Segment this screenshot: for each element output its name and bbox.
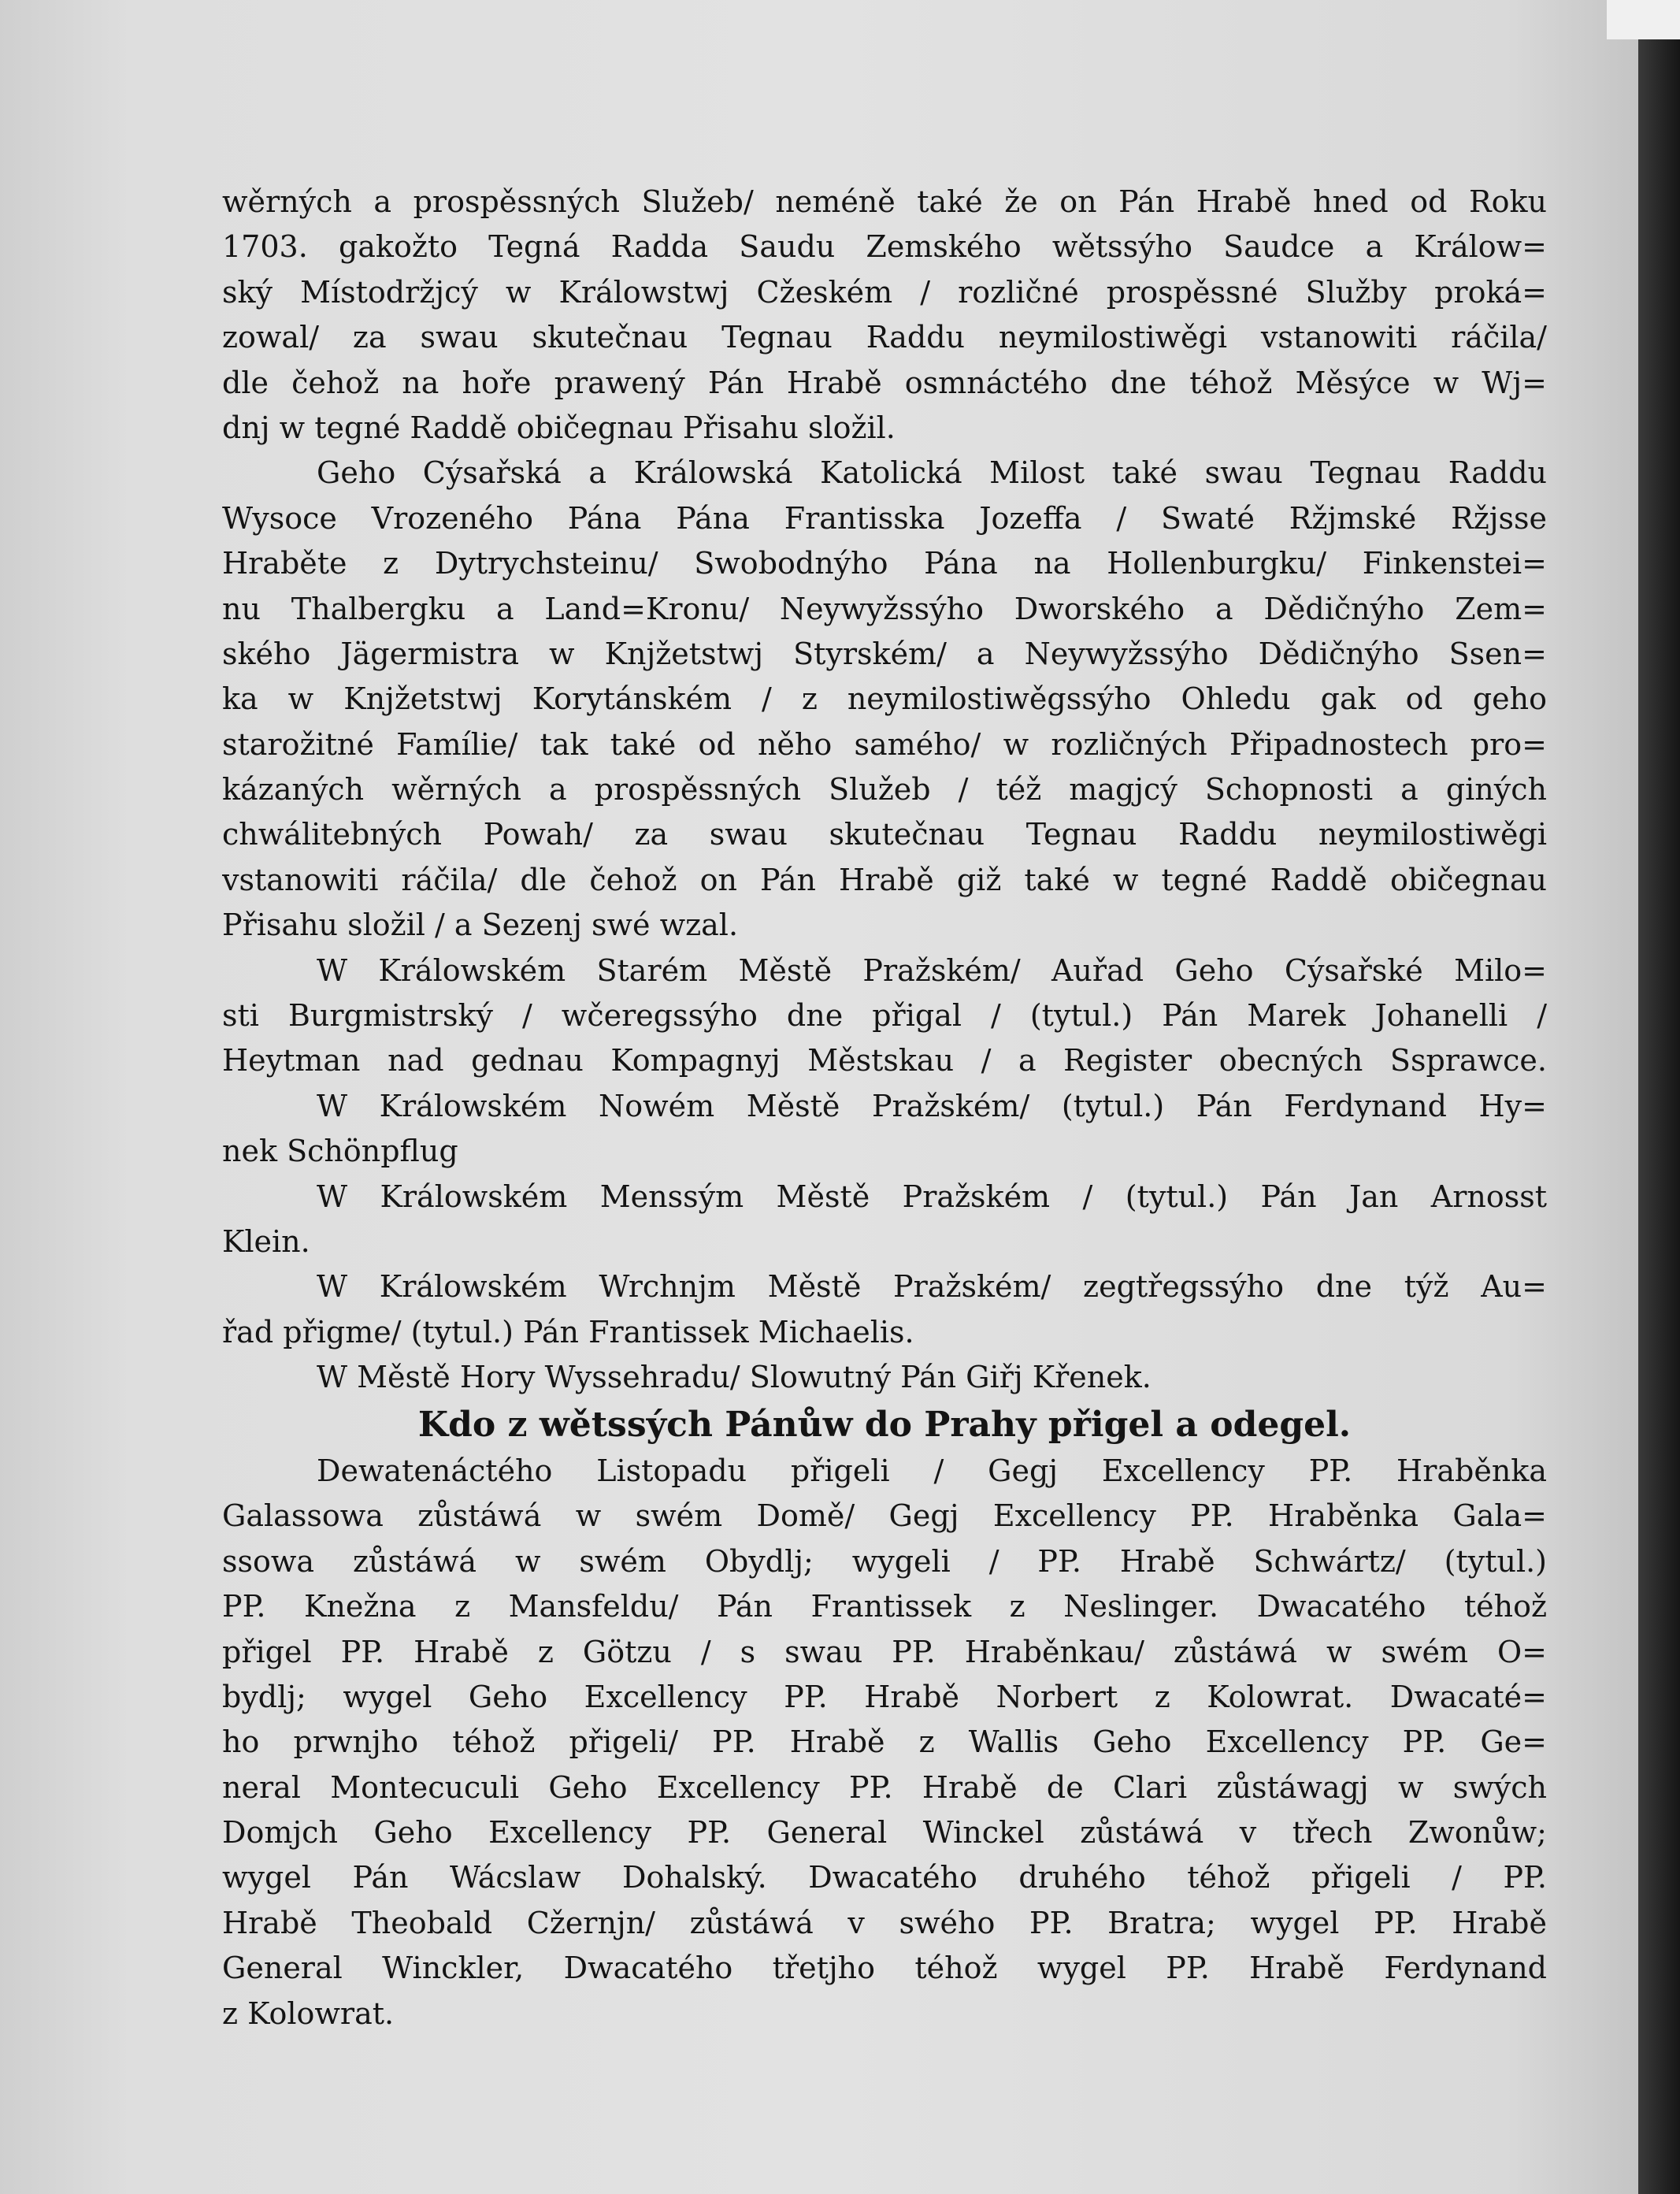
text-line: ho prwnjho téhož přigeli/ PP. Hrabě z Wallis Geho Excellency PP. Ge= xyxy=(222,1724,1547,1760)
page-corner xyxy=(1607,0,1680,39)
text-line: wěrných a prospěssných Služeb/ neméně také že on Pán Hrabě hned od Roku xyxy=(222,184,1547,219)
page-edge-shadow xyxy=(1638,0,1680,2194)
text-line: bydlj; wygel Geho Excellency PP. Hrabě Norbert z Kolowrat. Dwacaté= xyxy=(222,1679,1547,1714)
text-line: Hraběte z Dytrychsteinu/ Swobodnýho Pána na Hollenburgku/ Finkenstei= xyxy=(222,546,1547,581)
text-line: dnj w tegné Raddě običegnau Přisahu složil. xyxy=(222,410,896,445)
text-line: ský Místodržjcý w Králowstwj Cžeském / rozličné prospěssné Služby proká= xyxy=(222,274,1547,310)
text-line: Wysoce Vrozeného Pána Pána Frantisska Jozeffa / Swaté Ržjmské Ržjsse xyxy=(222,500,1547,536)
text-line: kázaných wěrných a prospěssných Služeb / též magjcý Schopnosti a giných xyxy=(222,772,1547,807)
text-line: Klein. xyxy=(222,1223,310,1259)
section-heading: Kdo z wětssých Pánůw do Prahy přigel a odegel. xyxy=(417,1404,1352,1445)
text-line: PP. Knežna z Mansfeldu/ Pán Frantissek z Neslinger. Dwacatého téhož xyxy=(222,1589,1547,1624)
text-line: vstanowiti ráčila/ dle čehož on Pán Hrabě giž také w tegné Raddě običegnau xyxy=(222,862,1547,897)
text-line: General Winckler, Dwacatého třetjho téhož wygel PP. Hrabě Ferdynand xyxy=(222,1951,1547,1986)
text-line: nu Thalbergku a Land=Kronu/ Neywyžssýho Dworského a Dědičnýho Zem= xyxy=(222,591,1547,626)
text-line: W Králowském Nowém Městě Pražském/ (tytul.) Pán Ferdynand Hy= xyxy=(317,1088,1547,1123)
text-line: chwálitebných Powah/ za swau skutečnau Tegnau Raddu neymilostiwěgi xyxy=(222,817,1547,852)
text-line: přigel PP. Hrabě z Götzu / s swau PP. Hraběnkau/ zůstáwá w swém O= xyxy=(222,1634,1547,1669)
text-line: Heytman nad gednau Kompagnyj Městskau / a Register obecných Ssprawce. xyxy=(222,1043,1547,1078)
text-line: neral Montecuculi Geho Excellency PP. Hrabě de Clari zůstáwagj w swých xyxy=(222,1769,1547,1805)
text-line: řad přigme/ (tytul.) Pán Frantissek Michaelis. xyxy=(222,1314,914,1349)
text-line: wygel Pán Wácslaw Dohalský. Dwacatého druhého téhož přigeli / PP. xyxy=(222,1860,1547,1895)
text-line: W Městě Hory Wyssehradu/ Slowutný Pán Giřj Křenek. xyxy=(317,1360,1152,1395)
text-line: Galassowa zůstáwá w swém Domě/ Gegj Excellency PP. Hraběnka Gala= xyxy=(222,1498,1547,1534)
text-line: nek Schönpflug xyxy=(222,1134,458,1169)
text-line: Dewatenáctého Listopadu přigeli / Gegj Excellency PP. Hraběnka xyxy=(317,1453,1547,1488)
text-line: W Králowském Wrchnjm Městě Pražském/ zegtřegssýho dne týž Au= xyxy=(317,1269,1547,1305)
text-line: starožitné Famílie/ tak také od něho samého/ w rozličných Připadnostech pro= xyxy=(222,726,1547,762)
text-line: zowal/ za swau skutečnau Tegnau Raddu neymilostiwěgi vstanowiti ráčila/ xyxy=(222,320,1547,355)
text-line: Geho Cýsařská a Králowská Katolická Milost také swau Tegnau Raddu xyxy=(317,455,1547,491)
text-line: ka w Knjžetstwj Korytánském / z neymilostiwěgssýho Ohledu gak od geho xyxy=(222,681,1547,717)
text-line: Hrabě Theobald Cžernjn/ zůstáwá v swého PP. Bratra; wygel PP. Hrabě xyxy=(222,1905,1547,1940)
text-line: z Kolowrat. xyxy=(222,1995,395,2031)
text-line: ssowa zůstáwá w swém Obydlj; wygeli / PP. Hrabě Schwártz/ (tytul.) xyxy=(222,1543,1547,1579)
text-line: W Králowském Menssým Městě Pražském / (tytul.) Pán Jan Arnosst xyxy=(317,1179,1547,1214)
document-text-block xyxy=(222,180,1547,2036)
text-line: 1703. gakožto Tegná Radda Saudu Zemského wětssýho Saudce a Králow= xyxy=(222,229,1547,265)
text-line: dle čehož na hoře prawený Pán Hrabě osmnáctého dne téhož Měsýce w Wj= xyxy=(222,365,1547,400)
text-line: Domjch Geho Excellency PP. General Winckel zůstáwá v třech Zwonůw; xyxy=(222,1815,1547,1851)
text-line: sti Burgmistrský / wčeregssýho dne přigal / (tytul.) Pán Marek Johanelli / xyxy=(222,998,1547,1034)
text-line: Přisahu složil / a Sezenj swé wzal. xyxy=(222,908,739,943)
text-line: W Králowském Starém Městě Pražském/ Auřad Geho Cýsařské Milo= xyxy=(317,952,1547,988)
text-line: ského Jägermistra w Knjžetstwj Styrském/ a Neywyžssýho Dědičnýho Ssen= xyxy=(222,636,1547,671)
